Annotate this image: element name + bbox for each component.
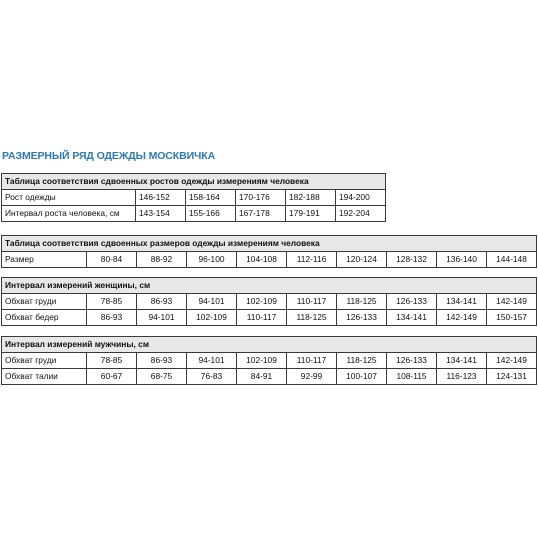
row-label: Рост одежды	[2, 190, 136, 206]
table-cell: 167-178	[236, 206, 286, 222]
table-cell: 126-133	[387, 353, 437, 369]
table-cell: 86-93	[137, 353, 187, 369]
table-cell: 78-85	[87, 294, 137, 310]
women-table-header-row	[2, 278, 537, 294]
table-cell: 155-166	[186, 206, 236, 222]
table-cell: 108-115	[387, 369, 437, 385]
men-table-header-row	[2, 337, 537, 353]
table-cell: 142-149	[487, 294, 537, 310]
table-cell: 134-141	[387, 310, 437, 326]
men-table-header: Интервал измерений мужчины, см	[2, 337, 537, 353]
table-cell: 118-125	[337, 294, 387, 310]
table-cell: 118-125	[337, 353, 387, 369]
table-cell: 126-133	[337, 310, 387, 326]
table-cell: 182-188	[286, 190, 336, 206]
table-cell: 76-83	[187, 369, 237, 385]
size-table	[1, 235, 537, 268]
height-table-header-row	[2, 174, 386, 190]
table-row	[2, 294, 537, 310]
table-cell: 68-75	[137, 369, 187, 385]
table-cell: 194-200	[336, 190, 386, 206]
table-cell: 96-100	[187, 252, 237, 268]
table-cell: 86-93	[87, 310, 137, 326]
row-label: Обхват груди	[2, 294, 87, 310]
table-cell: 179-191	[286, 206, 336, 222]
women-table-header: Интервал измерений женщины, см	[2, 278, 537, 294]
table-cell: 94-101	[187, 294, 237, 310]
row-label: Размер	[2, 252, 87, 268]
table-row	[2, 353, 537, 369]
table-cell: 104-108	[237, 252, 287, 268]
table-cell: 94-101	[187, 353, 237, 369]
height-table	[1, 173, 386, 222]
table-cell: 88-92	[137, 252, 187, 268]
table-row	[2, 369, 537, 385]
table-cell: 102-109	[237, 353, 287, 369]
row-label: Обхват груди	[2, 353, 87, 369]
table-cell: 102-109	[237, 294, 287, 310]
table-cell: 118-125	[287, 310, 337, 326]
table-cell: 192-204	[336, 206, 386, 222]
women-measurements-table	[1, 277, 537, 326]
size-table-header-row	[2, 236, 537, 252]
table-row	[2, 206, 386, 222]
row-label: Обхват бедер	[2, 310, 87, 326]
table-cell: 134-141	[437, 353, 487, 369]
table-cell: 142-149	[437, 310, 487, 326]
table-cell: 124-131	[487, 369, 537, 385]
table-cell: 146-152	[136, 190, 186, 206]
table-cell: 116-123	[437, 369, 487, 385]
table-cell: 60-67	[87, 369, 137, 385]
table-cell: 170-176	[236, 190, 286, 206]
table-cell: 92-99	[287, 369, 337, 385]
table-cell: 110-117	[287, 353, 337, 369]
table-cell: 78-85	[87, 353, 137, 369]
table-cell: 142-149	[487, 353, 537, 369]
table-cell: 110-117	[287, 294, 337, 310]
table-cell: 84-91	[237, 369, 287, 385]
table-cell: 150-157	[487, 310, 537, 326]
table-cell: 158-164	[186, 190, 236, 206]
table-cell: 112-116	[287, 252, 337, 268]
table-cell: 128-132	[387, 252, 437, 268]
height-table-header: Таблица соответствия сдвоенных ростов одежды измерениям человека	[2, 174, 386, 190]
size-table-header: Таблица соответствия сдвоенных размеров одежды измерениям человека	[2, 236, 537, 252]
table-cell: 102-109	[187, 310, 237, 326]
row-label: Обхват талии	[2, 369, 87, 385]
table-row	[2, 310, 537, 326]
table-cell: 134-141	[437, 294, 487, 310]
table-cell: 100-107	[337, 369, 387, 385]
table-cell: 136-140	[437, 252, 487, 268]
table-cell: 86-93	[137, 294, 187, 310]
table-cell: 110-117	[237, 310, 287, 326]
table-cell: 144-148	[487, 252, 537, 268]
page-title: РАЗМЕРНЫЙ РЯД ОДЕЖДЫ МОСКВИЧКА	[2, 150, 216, 162]
men-measurements-table	[1, 336, 537, 385]
table-cell: 94-101	[137, 310, 187, 326]
table-row	[2, 190, 386, 206]
table-cell: 143-154	[136, 206, 186, 222]
table-row	[2, 252, 537, 268]
table-cell: 80-84	[87, 252, 137, 268]
table-cell: 120-124	[337, 252, 387, 268]
table-cell: 126-133	[387, 294, 437, 310]
row-label: Интервал роста человека, см	[2, 206, 136, 222]
